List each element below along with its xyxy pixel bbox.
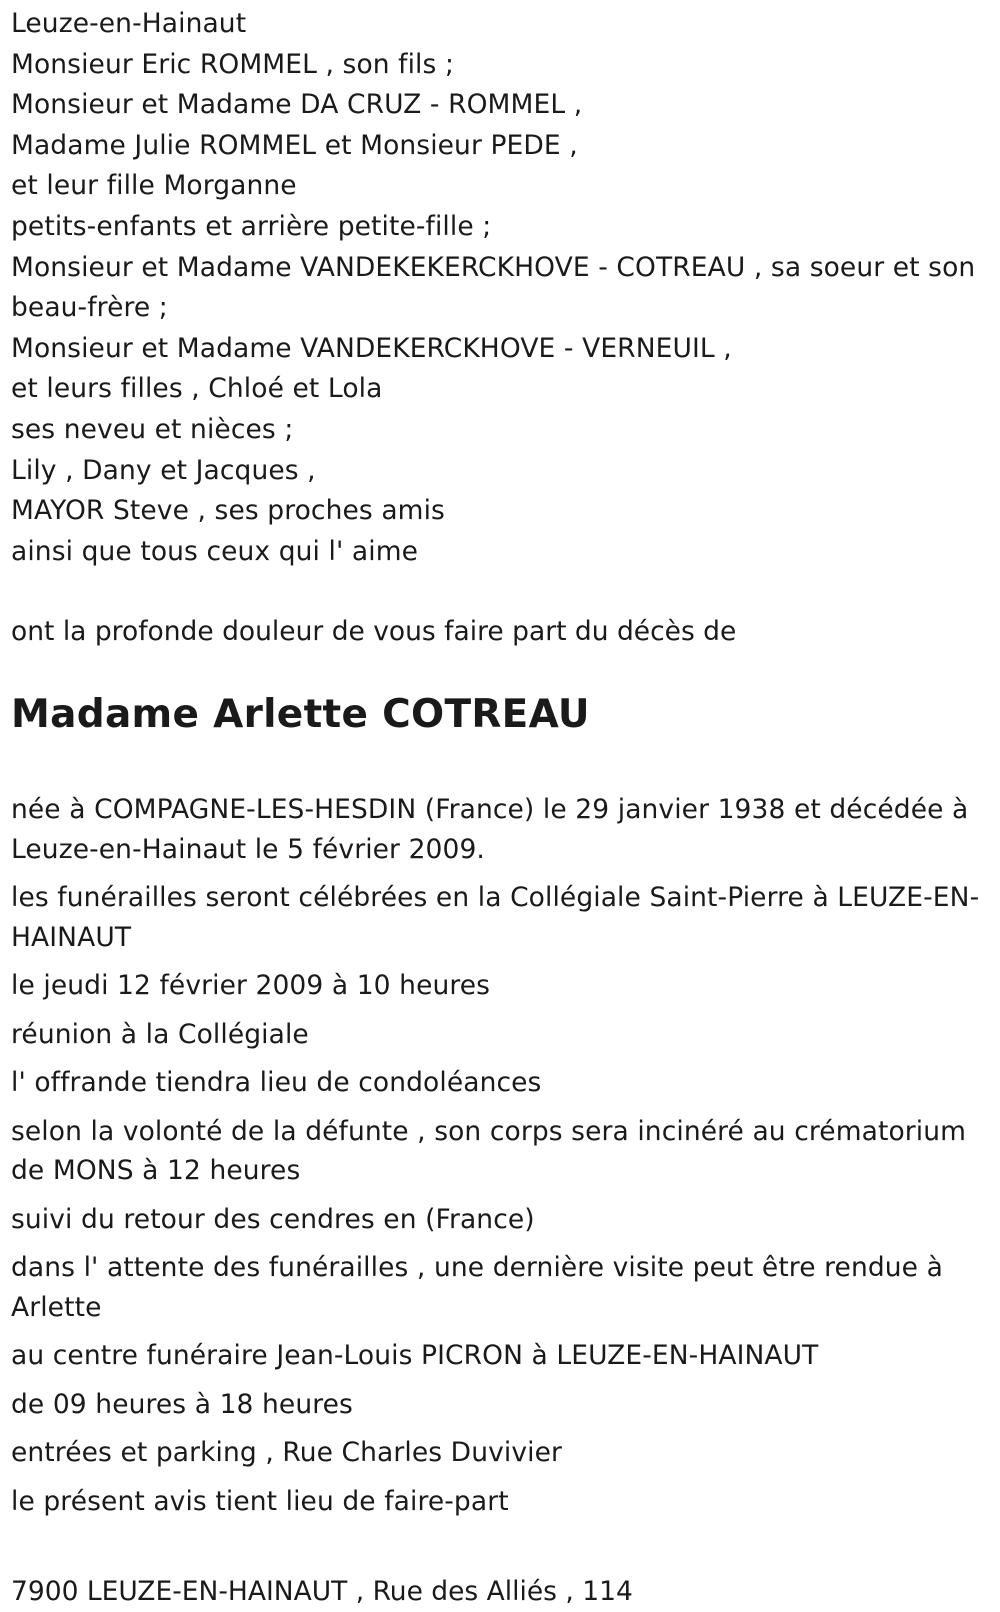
family-line-mayor: MAYOR Steve , ses proches amis [11, 495, 445, 527]
family-line-son: Monsieur Eric ROMMEL , son fils ; [11, 48, 454, 80]
address: 7900 LEUZE-EN-HAINAUT , Rue des Alliés , 114 [11, 1576, 633, 1607]
family-line-julie: Madame Julie ROMMEL et Monsieur PEDE , [11, 129, 578, 161]
family-line-friends-names: Lily , Dany et Jacques , [11, 454, 316, 486]
family-line-verneuil: Monsieur et Madame VANDEKERCKHOVE - VERNEUIL , [11, 332, 732, 364]
detail-cremation: selon la volonté de la défunte , son corps sera incinéré au crématorium de MONS à 12 heures [11, 1115, 967, 1187]
detail-visit: dans l' attente des funérailles , une dernière visite peut être rendue à Arlette [11, 1252, 943, 1323]
detail-gathering: réunion à la Collégiale [11, 1018, 309, 1050]
detail-offering: l' offrande tiendra lieu de condoléances [11, 1067, 542, 1099]
family-list [11, 4, 1000, 572]
detail-parking: entrées et parking , Rue Charles Duvivier [11, 1437, 562, 1469]
detail-notice: le présent avis tient lieu de faire-part [11, 1485, 509, 1517]
details-section [11, 790, 986, 1521]
detail-funeral-location: les funérailles seront célébrées en la Collégiale Saint-Pierre à LEUZE-EN-HAINAUT [11, 882, 980, 953]
family-line-all: ainsi que tous ceux qui l' aime [11, 535, 419, 567]
family-line-morganne: et leur fille Morganne [11, 170, 297, 202]
announcement-intro: ont la profonde douleur de vous faire part du décès de [11, 616, 737, 648]
detail-hours: de 09 heures à 18 heures [11, 1388, 353, 1420]
detail-funeral-center: au centre funéraire Jean-Louis PICRON à LEUZE-EN-HAINAUT [11, 1340, 819, 1372]
family-line-location: Leuze-en-Hainaut [11, 8, 247, 39]
detail-ashes: suivi du retour des cendres en (France) [11, 1203, 535, 1235]
family-line-sister: Monsieur et Madame VANDEKEKERCKHOVE - COTREAU , sa soeur et son beau-frère ; [11, 251, 984, 324]
deceased-name: Madame Arlette COTREAU [11, 692, 590, 738]
detail-birth-death: née à COMPAGNE-LES-HESDIN (France) le 29 janvier 1938 et décédée à Leuze-en-Hainaut le 5 février 2009. [11, 794, 969, 865]
family-line-grandchildren: petits-enfants et arrière petite-fille ; [11, 210, 492, 242]
family-line-dacruz: Monsieur et Madame DA CRUZ - ROMMEL , [11, 89, 583, 121]
family-line-daughters: et leurs filles , Chloé et Lola [11, 373, 383, 405]
detail-funeral-date: le jeudi 12 février 2009 à 10 heures [11, 970, 491, 1002]
family-line-nephews: ses neveu et nièces ; [11, 413, 294, 445]
